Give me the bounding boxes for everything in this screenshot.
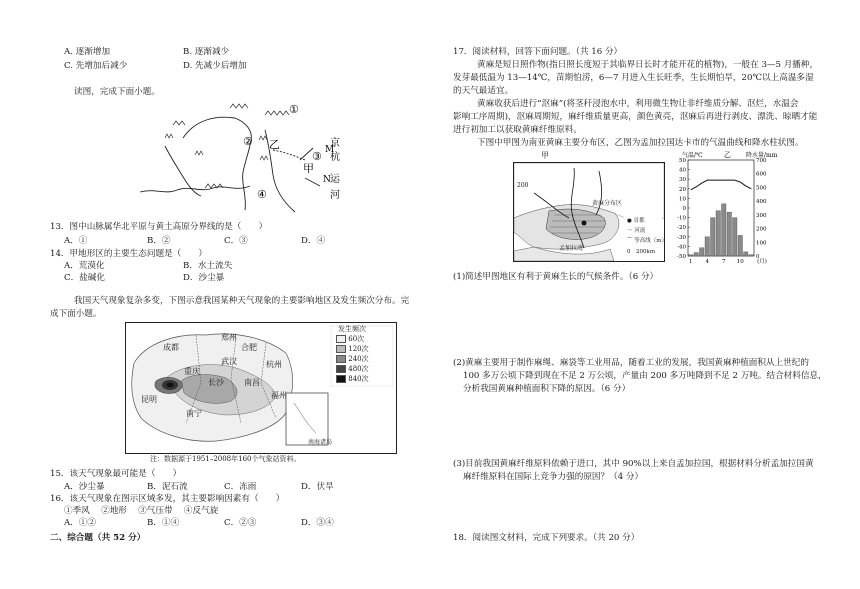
left-column <box>50 0 420 589</box>
q15-stem: 15．该天气现象最可能是（ ） <box>50 469 182 479</box>
month-tick-label: 1 <box>689 259 693 265</box>
precip-bar-month-6 <box>716 211 721 256</box>
temp-tick-label: -10 <box>677 215 686 222</box>
q17-stem: 17．阅读材料，回答下面问题。（共 16 分） <box>453 47 623 57</box>
city-chongqing: 重庆 <box>184 367 200 376</box>
map1-label-n: N <box>323 175 331 185</box>
q13-option-d: D．④ <box>301 236 326 246</box>
q16-factors: ①季风 ②地形 ③气压带 ④反气旋 <box>64 506 219 516</box>
bangladesh-jute-map <box>513 162 665 262</box>
q15-option-b: B．泥石流 <box>147 482 188 492</box>
map1-label-he: 河 <box>330 190 340 201</box>
prec-tick-label: 600 <box>756 171 767 178</box>
temp-tick-label: 10 <box>679 196 686 203</box>
legend-840: 840次 <box>348 375 369 383</box>
jia-sea-label: 孟加拉湾 <box>559 245 584 252</box>
city-zhengzhou: 郑州 <box>221 333 237 342</box>
legend-title: 发生频次 <box>338 325 366 333</box>
temp-tick-label: -30 <box>677 234 686 241</box>
q17-sub2-line3: 分析我国黄麻种植面积下降的原因。（6 分） <box>463 384 631 394</box>
temp-tick-label: 0 <box>682 206 686 212</box>
q14-option-b: B．水土流失 <box>183 261 233 271</box>
map2-note: 注：数据源于1951–2008年160个气象站资料。 <box>150 455 301 463</box>
legend-swatch-60 <box>336 335 346 343</box>
city-nanning: 南宁 <box>186 409 202 418</box>
temp-tick-label: 20 <box>679 186 686 193</box>
weather-frequency-map <box>125 322 397 454</box>
temp-tick-label: 40 <box>679 167 686 174</box>
legend-480: 480次 <box>348 365 369 373</box>
chart-title-yi: 乙 <box>724 151 731 159</box>
q18-stem: 18．阅读图文材料，完成下列要求。（共 20 分） <box>453 533 640 543</box>
q14-option-d: D．沙尘暴 <box>183 273 225 283</box>
jia-area-label: 黄麻分布区 <box>592 200 623 207</box>
q16-option-d: D．③④ <box>301 518 334 528</box>
prev-option-b: B. 逐渐减少 <box>183 47 230 57</box>
q13-option-c: C．③ <box>224 236 248 246</box>
q17-sub2-line1: (2)黄麻主要用于制作麻绳、麻袋等工业用品，随着工业的发展，我国黄麻种植面积从上世纪的 <box>453 358 809 368</box>
jia-legend-contour: ⌒ 等高线（m） <box>627 238 667 244</box>
precip-bar-month-5 <box>711 218 716 256</box>
right-column <box>453 0 833 589</box>
q17-sub2-line2: 100 多万公顷下降到现在不足 2 万公顷，产量由 200 多万吨降到不足 2 万吨。结合材料信息， <box>463 371 827 381</box>
prec-tick-label: 700 <box>756 158 767 164</box>
legend-swatch-480 <box>336 365 346 373</box>
q17-p1-line3: 的天气最适宜。 <box>453 86 514 96</box>
precip-bar-month-2 <box>694 253 699 256</box>
prec-tick-label: 0 <box>756 254 760 260</box>
precip-bar-month-12 <box>749 255 754 256</box>
month-tick-label: 7 <box>722 259 726 265</box>
legend-swatch-840 <box>336 375 346 383</box>
city-nanchang: 南昌 <box>244 378 260 387</box>
jia-legend-capital: ● 首都 <box>627 218 645 224</box>
temp-tick-label: -40 <box>677 244 686 251</box>
north-china-map <box>135 100 340 218</box>
q17-p1-line1: 黄麻是短日照作物(指日照长度短于其临界日长时才能开花的植物)，一般在 3—5 月播种， <box>477 60 819 70</box>
prec-tick-label: 300 <box>756 212 767 219</box>
chart-temp-title: 气温/℃ <box>682 152 703 159</box>
map1-label-2: ② <box>243 135 253 148</box>
q17-p2-line3: 进行初加工以获取黄麻纤维原料。 <box>453 125 582 135</box>
map1-label-3: ③ <box>312 150 322 163</box>
legend-swatch-120 <box>336 345 346 353</box>
weather-intro-line1: 我国天气现象复杂多变，下图示意我国某种天气现象的主要影响地区及发生频次分布。完 <box>74 296 410 306</box>
city-hefei: 合肥 <box>241 343 257 352</box>
legend-swatch-240 <box>336 355 346 363</box>
precip-bar-month-11 <box>744 252 749 256</box>
q13-stem: 13．图中山脉属华北平原与黄土高原分界线的是（ ） <box>50 222 268 232</box>
month-tick-label: 10 <box>736 259 744 265</box>
capital-dot <box>582 221 587 226</box>
map1-label-yun: 运 <box>330 174 340 185</box>
precip-bar-month-8 <box>727 212 732 256</box>
chart-plot-area <box>688 160 754 256</box>
prev-option-d: D. 先减少后增加 <box>183 61 247 71</box>
map1-label-yi: 乙 <box>269 138 280 151</box>
south-china-sea-inset <box>286 393 328 445</box>
q15-option-a: A．沙尘暴 <box>64 482 105 492</box>
precip-bar-month-3 <box>700 248 705 256</box>
legend-240: 240次 <box>348 355 369 363</box>
q14-option-a: A．荒漠化 <box>64 261 105 271</box>
dhaka-climate-chart <box>666 150 781 265</box>
temp-tick-label: -20 <box>677 225 686 232</box>
weather-intro-line2: 成下面小题。 <box>50 309 102 319</box>
temp-tick-label: 30 <box>679 177 686 184</box>
prec-tick-label: 500 <box>756 185 767 192</box>
map1-label-4: ④ <box>257 188 267 201</box>
temp-tick-label: -50 <box>677 254 686 260</box>
map1-label-m: M <box>325 145 335 155</box>
city-wuhan: 武汉 <box>221 357 237 366</box>
q17-p3: 下图中甲图为南亚黄麻主要分布区，乙图为孟加拉国达卡市的气温曲线和降水柱状图。 <box>477 138 804 148</box>
prec-tick-label: 400 <box>756 199 767 206</box>
chart-prec-title: 降水量/mm <box>746 152 778 159</box>
q17-p2-line2: 影响工序周期)，沤麻周期短，麻纤维质量更高，颜色黄亮，沤麻后再进行剥皮、漂洗、晾晒才能 <box>453 112 818 122</box>
map1-label-jia: 甲 <box>303 162 314 175</box>
map1-label-hang: 杭 <box>330 152 340 163</box>
city-changsha: 长沙 <box>208 378 224 387</box>
q13-option-a: A．① <box>64 236 88 246</box>
inset-label: 南海诸岛 <box>308 439 333 446</box>
prec-tick-label: 200 <box>756 226 767 233</box>
q14-option-c: C．盐碱化 <box>64 273 105 283</box>
city-kunming: 昆明 <box>141 395 157 404</box>
legend-60: 60次 <box>348 335 365 343</box>
map1-label-1: ① <box>289 103 299 116</box>
map1-label-jing: 京 <box>330 138 340 149</box>
section-2-heading: 二、综合题（共 52 分） <box>50 533 146 543</box>
precip-bar-month-1 <box>689 255 694 256</box>
prec-axis-ticks <box>756 158 767 260</box>
q17-sub3-line1: (3)目前我国黄麻纤维原料依赖于进口，其中 90%以上来自孟加拉国，根据材料分析孟加拉国黄 <box>453 459 814 469</box>
prev-option-c: C. 先增加后减少 <box>64 61 128 71</box>
precip-bar-month-9 <box>733 218 738 256</box>
q16-option-c: C．②③ <box>224 518 257 528</box>
q17-p1-line2: 发芽最低温为 13—14℃，苗期怕涝，6—7 月进入生长旺季，生长期怕旱，20℃以上高温多湿 <box>453 73 814 83</box>
city-fuzhou: 福州 <box>271 391 287 400</box>
q16-option-a: A．①② <box>64 518 96 528</box>
precip-bar-month-10 <box>738 235 743 256</box>
q17-sub3-line2: 麻纤维原料在国际上竞争力强的原因？（4 分） <box>463 472 644 482</box>
precip-bar-month-7 <box>722 204 727 256</box>
month-axis-unit: (月) <box>757 259 767 265</box>
q16-stem: 16．该天气现象在图示区域多发，其主要影响因素有（ ） <box>50 494 285 504</box>
temp-tick-label: 50 <box>679 158 686 164</box>
month-tick-label: 4 <box>705 259 709 265</box>
q16-option-b: B．①④ <box>147 518 180 528</box>
fig-jia-title: 甲 <box>541 151 549 160</box>
legend-120: 120次 <box>348 345 369 353</box>
q17-p2-line1: 黄麻收获后进行“沤麻”(将茎秆浸泡水中，利用微生物让非纤维质分解、沤烂，水温会 <box>477 99 799 109</box>
q13-option-b: B．② <box>147 236 171 246</box>
map-intro: 读图，完成下面小题。 <box>74 87 160 97</box>
q14-stem: 14．甲地形区的主要生态问题是（ ） <box>50 249 208 259</box>
jia-legend-river: ～ 河流 <box>627 228 646 234</box>
q17-sub1: (1)简述甲图地区有利于黄麻生长的气候条件。（6 分） <box>453 272 659 282</box>
prec-tick-label: 100 <box>756 240 767 247</box>
precip-bar-month-4 <box>705 237 710 256</box>
city-chengdu: 成都 <box>163 343 179 352</box>
frequency-legend <box>336 334 369 384</box>
jia-scale: 0 200km <box>627 249 656 255</box>
jia-contour-value: 200 <box>517 182 529 189</box>
q15-option-c: C．冻雨 <box>224 482 257 492</box>
q15-option-d: D．伏旱 <box>301 482 334 492</box>
city-hangzhou: 杭州 <box>266 360 282 369</box>
prev-option-a: A. 逐渐增加 <box>64 47 111 57</box>
